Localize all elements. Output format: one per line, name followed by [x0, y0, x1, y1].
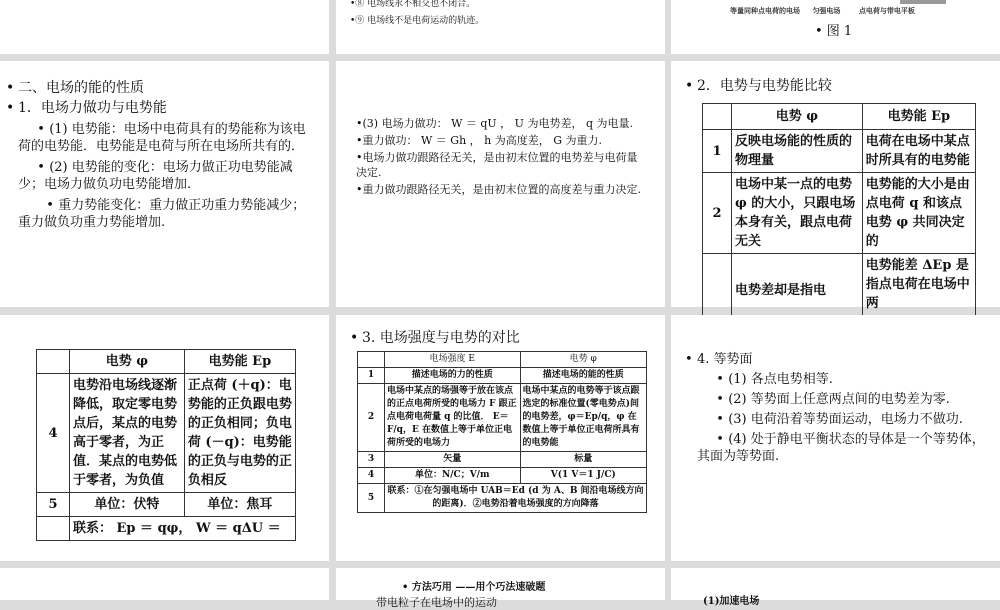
column-header: 电势 φ: [520, 352, 646, 368]
text-line: •⑧ 电场线永不相交也不闭合。: [350, 0, 476, 9]
table-row: [703, 173, 976, 254]
paragraph: • 重力势能变化：重力做正功重力势能减少；重力做负功重力势能增加.: [4, 197, 316, 231]
comparison-table: [36, 349, 296, 541]
row-number: 2: [358, 384, 385, 452]
slide-bottom-middle[interactable]: [336, 568, 665, 609]
table-row: [358, 384, 647, 452]
row-number: 2: [703, 173, 732, 254]
text-line: •⑨ 电场线不是电荷运动的轨迹。: [350, 16, 485, 26]
row-number: 3: [358, 452, 385, 468]
table-cell: 电场中某点的场强等于放在该点的正点电荷所受的电场力 F 跟正点电荷电荷量 q 的比值． E＝F/q，E 在数值上等于单位正电荷所受的电场力: [385, 384, 521, 452]
table-cell: 电势沿电场线逐渐降低，取定零电势点后，某点的电势高于零者，为正值．某点的电势低于零者，为负值: [70, 374, 185, 493]
table-cell: 电势差却是指电: [732, 254, 863, 316]
figure-caption: • 图 1: [815, 24, 853, 39]
table-cell: 电场中某一点的电势 φ 的大小，只跟电场本身有关，跟点电荷无关: [732, 173, 863, 254]
row-number: 5: [37, 493, 70, 517]
slide-top-middle[interactable]: [336, 0, 665, 54]
table-cell: 单位：焦耳: [184, 493, 295, 517]
row-number: 1: [703, 130, 732, 173]
paragraph: • (2) 电势能的变化：电场力做正功电势能减少；电场力做负功电势能增加.: [4, 159, 316, 193]
table-cell: 描述电场的力的性质: [385, 368, 521, 384]
table-row: [358, 368, 647, 384]
figure-label: 点电荷与带电平板: [858, 6, 915, 15]
slide-heading: • 3. 电场强度与电势的对比: [348, 329, 520, 347]
slide-potential-vs-energy-cont[interactable]: [0, 315, 329, 561]
table-cell: V(1 V＝1 J/C): [520, 468, 646, 484]
table-row: [37, 493, 296, 517]
table-cell: 矢量: [385, 452, 521, 468]
table-row: [703, 254, 976, 316]
figure-image-edge: [900, 0, 946, 4]
table-row: [37, 374, 296, 493]
comparison-table: [702, 103, 976, 316]
section-heading: • 二、电场的能的性质: [4, 79, 316, 97]
table-row: [358, 484, 647, 513]
subheading: 带电粒子在电场中的运动: [376, 596, 497, 609]
list-item: • (3) 电荷沿着等势面运动，电场力不做功.: [683, 411, 989, 428]
figure-labels: [730, 6, 915, 16]
slide-energy-properties[interactable]: [0, 61, 329, 307]
slide-equipotential[interactable]: [671, 315, 1000, 561]
row-number: 4: [358, 468, 385, 484]
table-row: [37, 517, 296, 541]
column-header: 电势能 Ep: [862, 104, 975, 130]
row-number: [703, 254, 732, 316]
table-corner: [703, 104, 732, 130]
figure-label: 等量同种点电荷的电场: [730, 6, 800, 15]
slide-bottom-left[interactable]: [0, 568, 329, 600]
row-number: 4: [37, 374, 70, 493]
paragraph: • (1) 电势能：电场中电荷具有的势能称为该电荷的电势能．电势能是电荷与所在电场所共有的．: [4, 121, 316, 155]
list-item: • (4) 处于静电平衡状态的导体是一个等势体，其面为等势面.: [683, 431, 989, 465]
table-cell: 电势能差 ΔEp 是指点电荷在电场中两: [862, 254, 975, 316]
table-corner: [358, 352, 385, 368]
table-cell: 单位：N/C；V/m: [385, 468, 521, 484]
subheading: (1)加速电场: [703, 596, 760, 607]
slide-top-left[interactable]: [0, 0, 329, 54]
table-cell: 电势能的大小是由点电荷 q 和该点电势 φ 共同决定的: [862, 173, 975, 254]
table-cell: 正点荷 (＋q)：电势能的正负跟电势的正负相同；负电荷 (－q)：电势能的正负与电势的正负相反: [184, 374, 295, 493]
formula-line: •重力做功跟路径无关，是由初末位置的高度差与重力决定.: [356, 183, 641, 196]
table-row: [703, 130, 976, 173]
slide-top-right[interactable]: [671, 0, 1000, 54]
subsection-heading: • 1．电场力做功与电势能: [4, 99, 316, 117]
list-item: • (1) 各点电势相等.: [683, 371, 989, 388]
slide-bottom-right[interactable]: [671, 568, 1000, 607]
method-heading: • 方法巧用 ——用个巧法速破题: [402, 582, 546, 593]
row-number: 5: [358, 484, 385, 513]
table-cell: 电荷在电场中某点时所具有的电势能: [862, 130, 975, 173]
table-cell: 联系： Ep ＝ qφ， W ＝ qΔU ＝: [70, 517, 296, 541]
formula-line: •电场力做功跟路径无关，是由初末位置的电势差与电荷量决定.: [356, 151, 638, 179]
slide-potential-vs-energy[interactable]: [671, 61, 1000, 311]
table-cell: 联系：①在匀强电场中 UAB＝Ed (d 为 A、B 间沿电场线方向的距离)．②电势沿着电场强度的方向降落: [385, 484, 647, 513]
column-header: 电势能 Ep: [184, 350, 295, 374]
formula-line: •重力做功： W ＝ Gh ， h 为高度差， G 为重力.: [356, 134, 603, 147]
list-item: • (2) 等势面上任意两点间的电势差为零.: [683, 391, 989, 408]
table-cell: 标量: [520, 452, 646, 468]
column-header: 电势 φ: [732, 104, 863, 130]
table-row: [358, 468, 647, 484]
comparison-table: [357, 351, 647, 513]
slide-work-formulas[interactable]: [336, 61, 665, 307]
table-cell: 反映电场能的性质的物理量: [732, 130, 863, 173]
column-header: 电势 φ: [70, 350, 185, 374]
table-cell: 描述电场的能的性质: [520, 368, 646, 384]
slide-field-vs-potential[interactable]: [336, 315, 665, 561]
slide-heading: • 2．电势与电势能比较: [683, 77, 832, 95]
formula-line: •(3) 电场力做功： W ＝ qU ， U 为电势差， q 为电量.: [356, 117, 633, 130]
table-cell: 电场中某点的电势等于该点跟选定的标准位置(零电势点)间的电势差，φ＝Ep/q，φ 在数值上等于单位正电荷所具有的电势能: [520, 384, 646, 452]
slide-heading: • 4. 等势面: [683, 351, 989, 368]
figure-label: 匀强电场: [812, 6, 841, 15]
column-header: 电场强度 E: [385, 352, 521, 368]
table-corner: [37, 350, 70, 374]
table-cell: 单位：伏特: [70, 493, 185, 517]
table-row: [358, 452, 647, 468]
row-number: [37, 517, 70, 541]
row-number: 1: [358, 368, 385, 384]
